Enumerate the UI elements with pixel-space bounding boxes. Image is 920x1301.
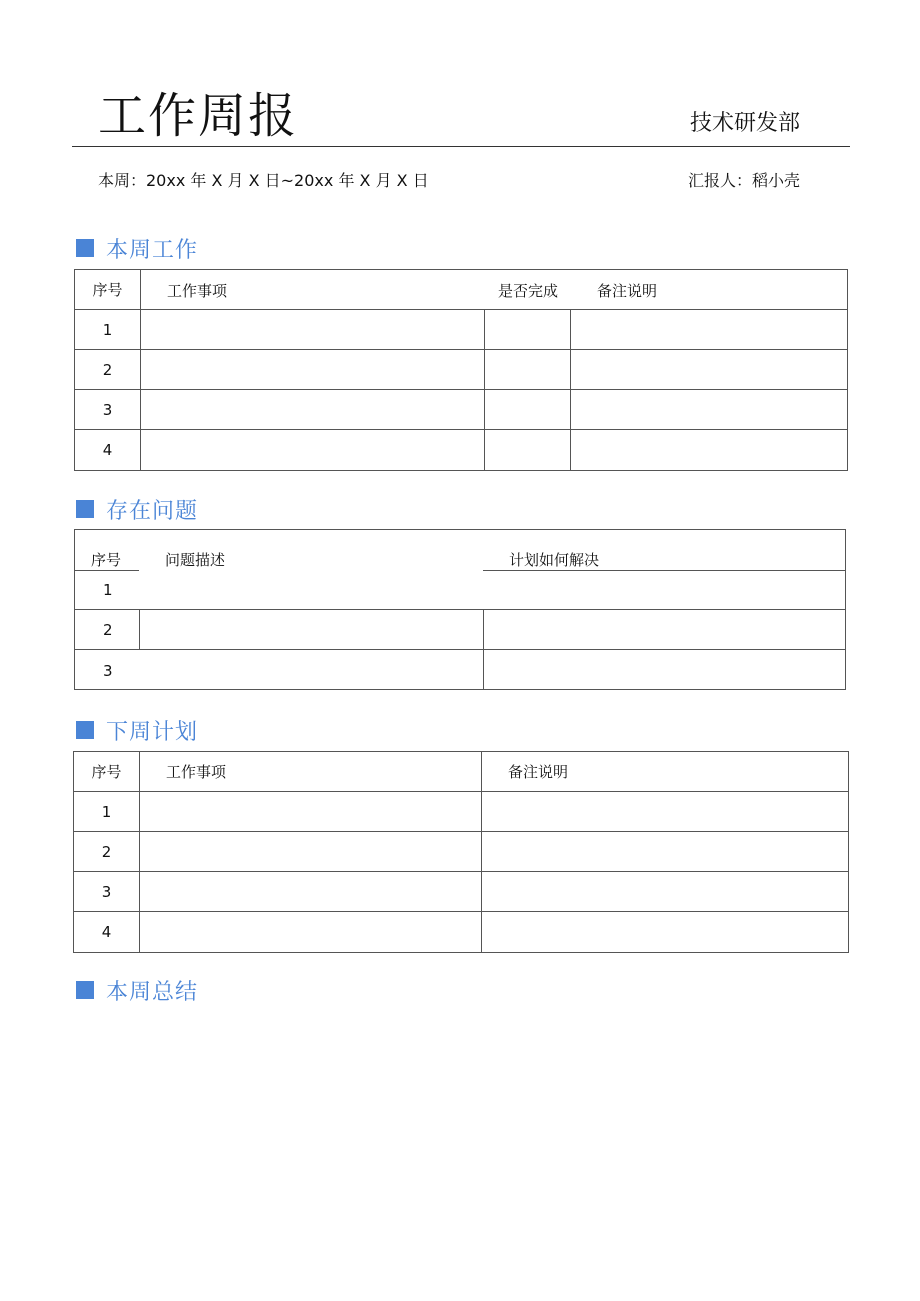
done-cell[interactable] [485,350,571,390]
notes-cell[interactable] [482,832,849,872]
notes-cell[interactable] [482,792,849,832]
task-cell[interactable] [141,390,485,430]
notes-cell[interactable] [571,390,848,430]
row-index: 2 [103,621,113,639]
header-underline-index [75,570,139,571]
table-header-row [74,752,849,792]
row-index: 2 [75,350,141,390]
row-index: 2 [74,832,140,872]
table-row [74,872,849,912]
department-name: 技术研发部 [689,111,800,136]
square-bullet-icon [76,981,94,999]
done-cell[interactable] [485,310,571,350]
row-index: 3 [103,662,113,680]
table-row [74,912,849,953]
row-index: 1 [75,310,141,350]
reporter: 汇报人：稻小壳 [687,171,800,190]
row-index: 1 [74,792,140,832]
row-index: 1 [103,581,113,599]
table-row [75,430,848,471]
col-header-notes: 备注说明 [597,282,658,300]
section-title: 本周工作 [106,237,199,263]
issues-table [74,529,846,690]
task-cell[interactable] [141,350,485,390]
section-heading-this-week [76,233,198,263]
section-title: 本周总结 [106,979,199,1005]
table-row [75,310,848,350]
row-index: 3 [74,872,140,912]
done-cell[interactable] [485,390,571,430]
col-header-index: 序号 [74,752,140,792]
col-header-description: 问题描述 [165,551,226,569]
row-divider [75,649,845,650]
column-divider [139,609,140,649]
notes-cell[interactable] [571,430,848,471]
square-bullet-icon [76,239,94,257]
row-divider [75,609,845,610]
section-title: 下周计划 [106,719,199,745]
section-heading-next-week [76,715,198,745]
table-row [75,350,848,390]
header-underline-plan [483,570,845,571]
col-header-notes: 备注说明 [482,752,849,792]
col-header-done: 是否完成 [498,282,559,300]
notes-cell[interactable] [482,912,849,953]
task-cell[interactable] [141,430,485,471]
section-title: 存在问题 [106,498,199,524]
task-cell[interactable] [140,832,482,872]
col-header-task: 工作事项 [167,282,228,300]
table-row [74,792,849,832]
this-week-table [74,269,848,471]
col-header-index: 序号 [91,551,122,569]
row-index: 3 [75,390,141,430]
table-row [75,390,848,430]
column-divider [483,609,484,689]
week-range: 本周：20xx 年 X 月 X 日~20xx 年 X 月 X 日 [98,171,429,190]
header-span-cell [141,270,848,310]
row-index: 4 [75,430,141,471]
task-cell[interactable] [140,872,482,912]
square-bullet-icon [76,500,94,518]
table-header-row [75,270,848,310]
notes-cell[interactable] [571,350,848,390]
task-cell[interactable] [140,912,482,953]
col-header-index: 序号 [75,270,141,310]
page-title: 工作周报 [98,88,299,144]
table-row [74,832,849,872]
row-index: 4 [74,912,140,953]
col-header-task: 工作事项 [140,752,482,792]
section-heading-issues [76,494,198,524]
section-heading-summary [76,975,198,1005]
col-header-plan: 计划如何解决 [509,551,600,569]
notes-cell[interactable] [571,310,848,350]
square-bullet-icon [76,721,94,739]
title-divider [72,146,850,147]
done-cell[interactable] [485,430,571,471]
notes-cell[interactable] [482,872,849,912]
task-cell[interactable] [140,792,482,832]
next-week-table [73,751,849,953]
task-cell[interactable] [141,310,485,350]
